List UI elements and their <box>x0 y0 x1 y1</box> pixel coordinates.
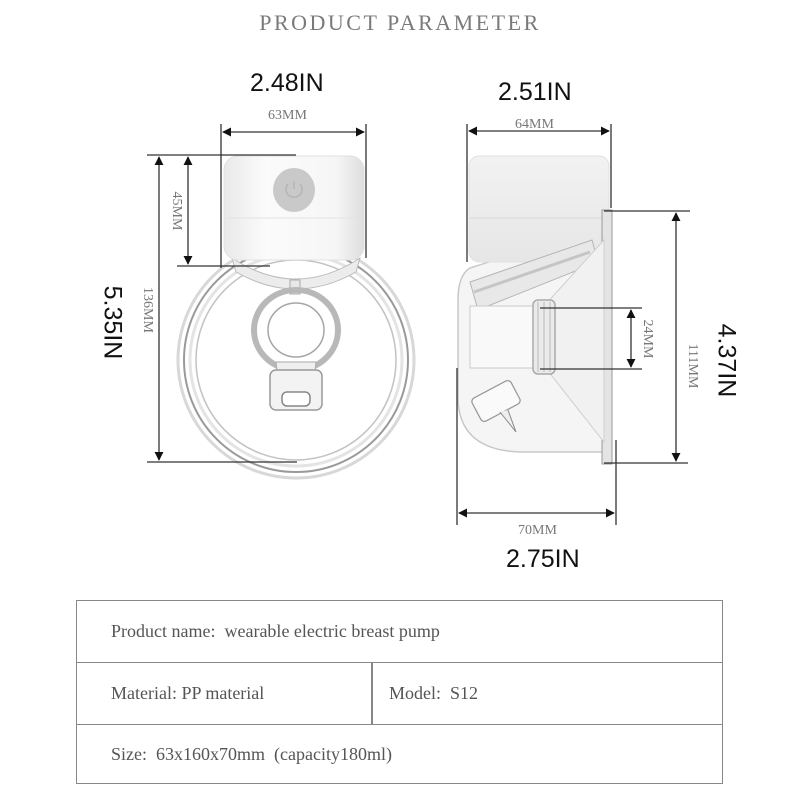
spec-row-material-model <box>77 663 722 725</box>
spec-row-product-name <box>77 601 722 663</box>
side-height-mm-label: 111MM <box>685 343 700 389</box>
cell-divider <box>371 663 373 724</box>
depth-inch-label: 2.75IN <box>506 545 580 573</box>
side-width-mm-label: 64MM <box>515 117 554 132</box>
page-title: PRODUCT PARAMETER <box>259 10 541 35</box>
material-cell: Material: PP material <box>111 683 265 703</box>
spec-table <box>76 600 723 784</box>
front-height-mm-label: 136MM <box>140 287 155 333</box>
side-width-inch-label: 2.51IN <box>498 78 572 106</box>
side-view-product <box>458 156 612 464</box>
nozzle-mm-label: 24MM <box>640 319 655 359</box>
front-width-inch-label: 2.48IN <box>250 69 324 97</box>
front-height-inch-label: 5.35IN <box>98 285 127 360</box>
front-view-product <box>178 156 414 478</box>
spec-row-size <box>77 725 722 783</box>
motor-height-mm-label: 45MM <box>169 191 184 231</box>
side-height-inch-label: 4.37IN <box>712 323 741 398</box>
depth-mm-label: 70MM <box>518 523 557 538</box>
model-cell: Model: S12 <box>389 683 479 703</box>
product-name-cell: Product name: wearable electric breast pump <box>111 621 440 641</box>
power-button-icon <box>273 168 315 212</box>
front-width-mm-label: 63MM <box>268 108 307 123</box>
size-cell: Size: 63x160x70mm (capacity180ml) <box>111 743 392 764</box>
